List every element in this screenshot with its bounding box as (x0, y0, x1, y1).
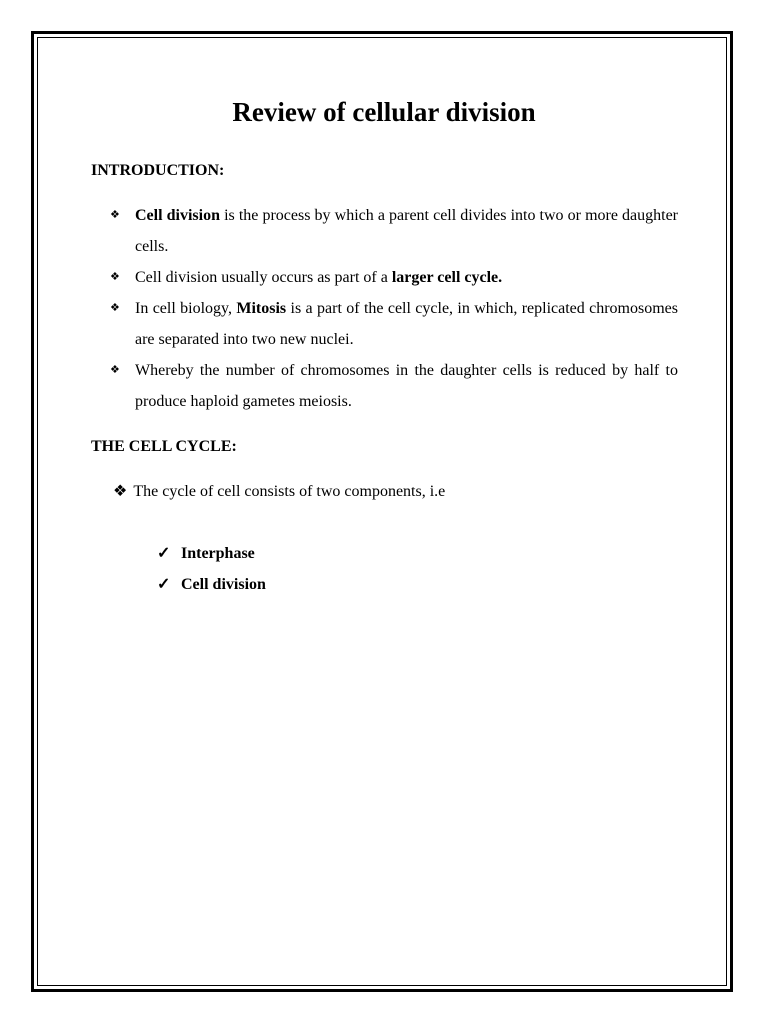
cell-cycle-item (113, 478, 445, 506)
cell-cycle-heading: THE CELL CYCLE: (91, 438, 237, 455)
diamond-bullet-icon: ❖ (113, 483, 128, 500)
list-item (110, 355, 678, 417)
checkmark-icon: ✓ (157, 545, 171, 562)
bullet-text: Cell division usually occurs as part of a (135, 269, 392, 286)
diamond-bullet-icon: ❖ (110, 302, 120, 314)
list-item (110, 262, 678, 293)
cycle-text: The cycle of cell consists of two components, i.e (133, 483, 446, 500)
components-list (157, 538, 266, 600)
list-item (157, 538, 266, 569)
checkmark-icon: ✓ (157, 576, 171, 593)
bullet-text: Whereby the number of chromosomes in the daughter cells is reduced by half to produce haploid gametes meiosis. (135, 362, 678, 410)
diamond-bullet-icon: ❖ (110, 271, 120, 283)
bullet-bold: Cell division (135, 207, 220, 224)
document-title: Review of cellular division (232, 97, 536, 127)
bullet-text: In cell biology, (135, 300, 237, 317)
component-label: Interphase (181, 545, 255, 562)
introduction-list (110, 200, 678, 417)
list-item (110, 200, 678, 262)
bullet-text: is a part of the cell cycle, in which, replicated chromosomes are separated into two new nuclei. (135, 300, 679, 348)
list-item (157, 569, 266, 600)
bullet-text: is the process by which a parent cell divides into two or more daughter cells. (135, 207, 679, 255)
component-label: Cell division (181, 576, 266, 593)
diamond-bullet-icon: ❖ (110, 364, 120, 376)
bullet-bold: larger cell cycle. (391, 269, 503, 286)
diamond-bullet-icon: ❖ (110, 209, 120, 221)
introduction-heading: INTRODUCTION: (91, 162, 225, 179)
bullet-bold: Mitosis (236, 300, 287, 317)
list-item (110, 293, 678, 355)
